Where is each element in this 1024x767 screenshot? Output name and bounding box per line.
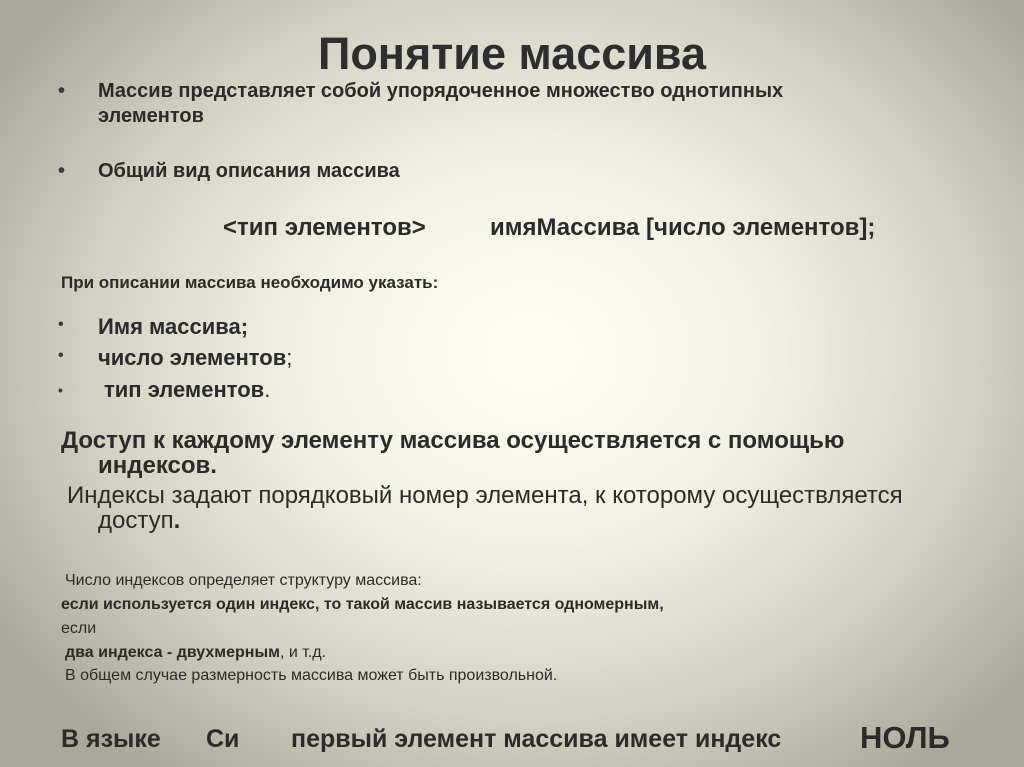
list-item-suffix: . bbox=[264, 377, 271, 402]
bullet-marker: • bbox=[58, 316, 64, 333]
structure-line1: Число индексов определяет структуру массива: bbox=[65, 572, 422, 589]
must-specify-heading: При описании массива необходимо указать: bbox=[61, 273, 439, 292]
slide-title: Понятие массива bbox=[317, 28, 707, 79]
bullet-marker: • bbox=[58, 382, 63, 398]
list-item-element-type bbox=[104, 377, 270, 403]
structure-line3: если bbox=[61, 620, 97, 637]
list-item-text: Имя массива bbox=[98, 314, 241, 339]
indexes-line2-text: доступ bbox=[98, 507, 174, 534]
footer-part3: первый элемент массива имеет индекс bbox=[291, 725, 782, 753]
general-form-heading: Общий вид описания массива bbox=[98, 160, 400, 182]
footer-part2: Си bbox=[206, 725, 240, 753]
syntax-type-part: <тип элементов> bbox=[223, 214, 426, 241]
list-item-element-count bbox=[98, 345, 292, 371]
structure-line4 bbox=[65, 644, 326, 662]
structure-line2: если используется один индекс, то такой массив называется одномерным, bbox=[61, 596, 664, 613]
syntax-name-part: имяМассива [число элементов]; bbox=[490, 214, 876, 241]
list-item-text: число элементов bbox=[98, 345, 287, 370]
access-line2: индексов. bbox=[98, 452, 217, 479]
list-item-suffix: ; bbox=[240, 314, 249, 339]
indexes-line2 bbox=[98, 507, 180, 535]
structure-line4-bold: два индекса - двухмерным bbox=[65, 644, 280, 661]
list-item-array-name bbox=[98, 314, 248, 340]
list-item-text: тип элементов bbox=[104, 377, 265, 402]
footer-part4-zero: НОЛЬ bbox=[860, 720, 950, 755]
structure-line5: В общем случае размерность массива может быть произвольной. bbox=[65, 667, 558, 684]
array-definition-line2: элементов bbox=[98, 105, 204, 127]
bullet-marker: • bbox=[58, 80, 66, 102]
structure-line4-rest: , и т.д. bbox=[279, 644, 327, 661]
array-definition-line1: Массив представляет собой упорядоченное множество однотипных bbox=[98, 80, 784, 102]
indexes-line2-suffix: . bbox=[173, 507, 181, 534]
footer-part1: В языке bbox=[61, 725, 161, 753]
bullet-marker: • bbox=[58, 160, 66, 182]
access-line1: Доступ к каждому элементу массива осуществляется с помощью bbox=[61, 427, 845, 454]
bullet-marker: • bbox=[58, 347, 64, 364]
indexes-line1: Индексы задают порядковый номер элемента, к которому осуществляется bbox=[67, 482, 903, 509]
list-item-suffix: ; bbox=[286, 345, 293, 370]
